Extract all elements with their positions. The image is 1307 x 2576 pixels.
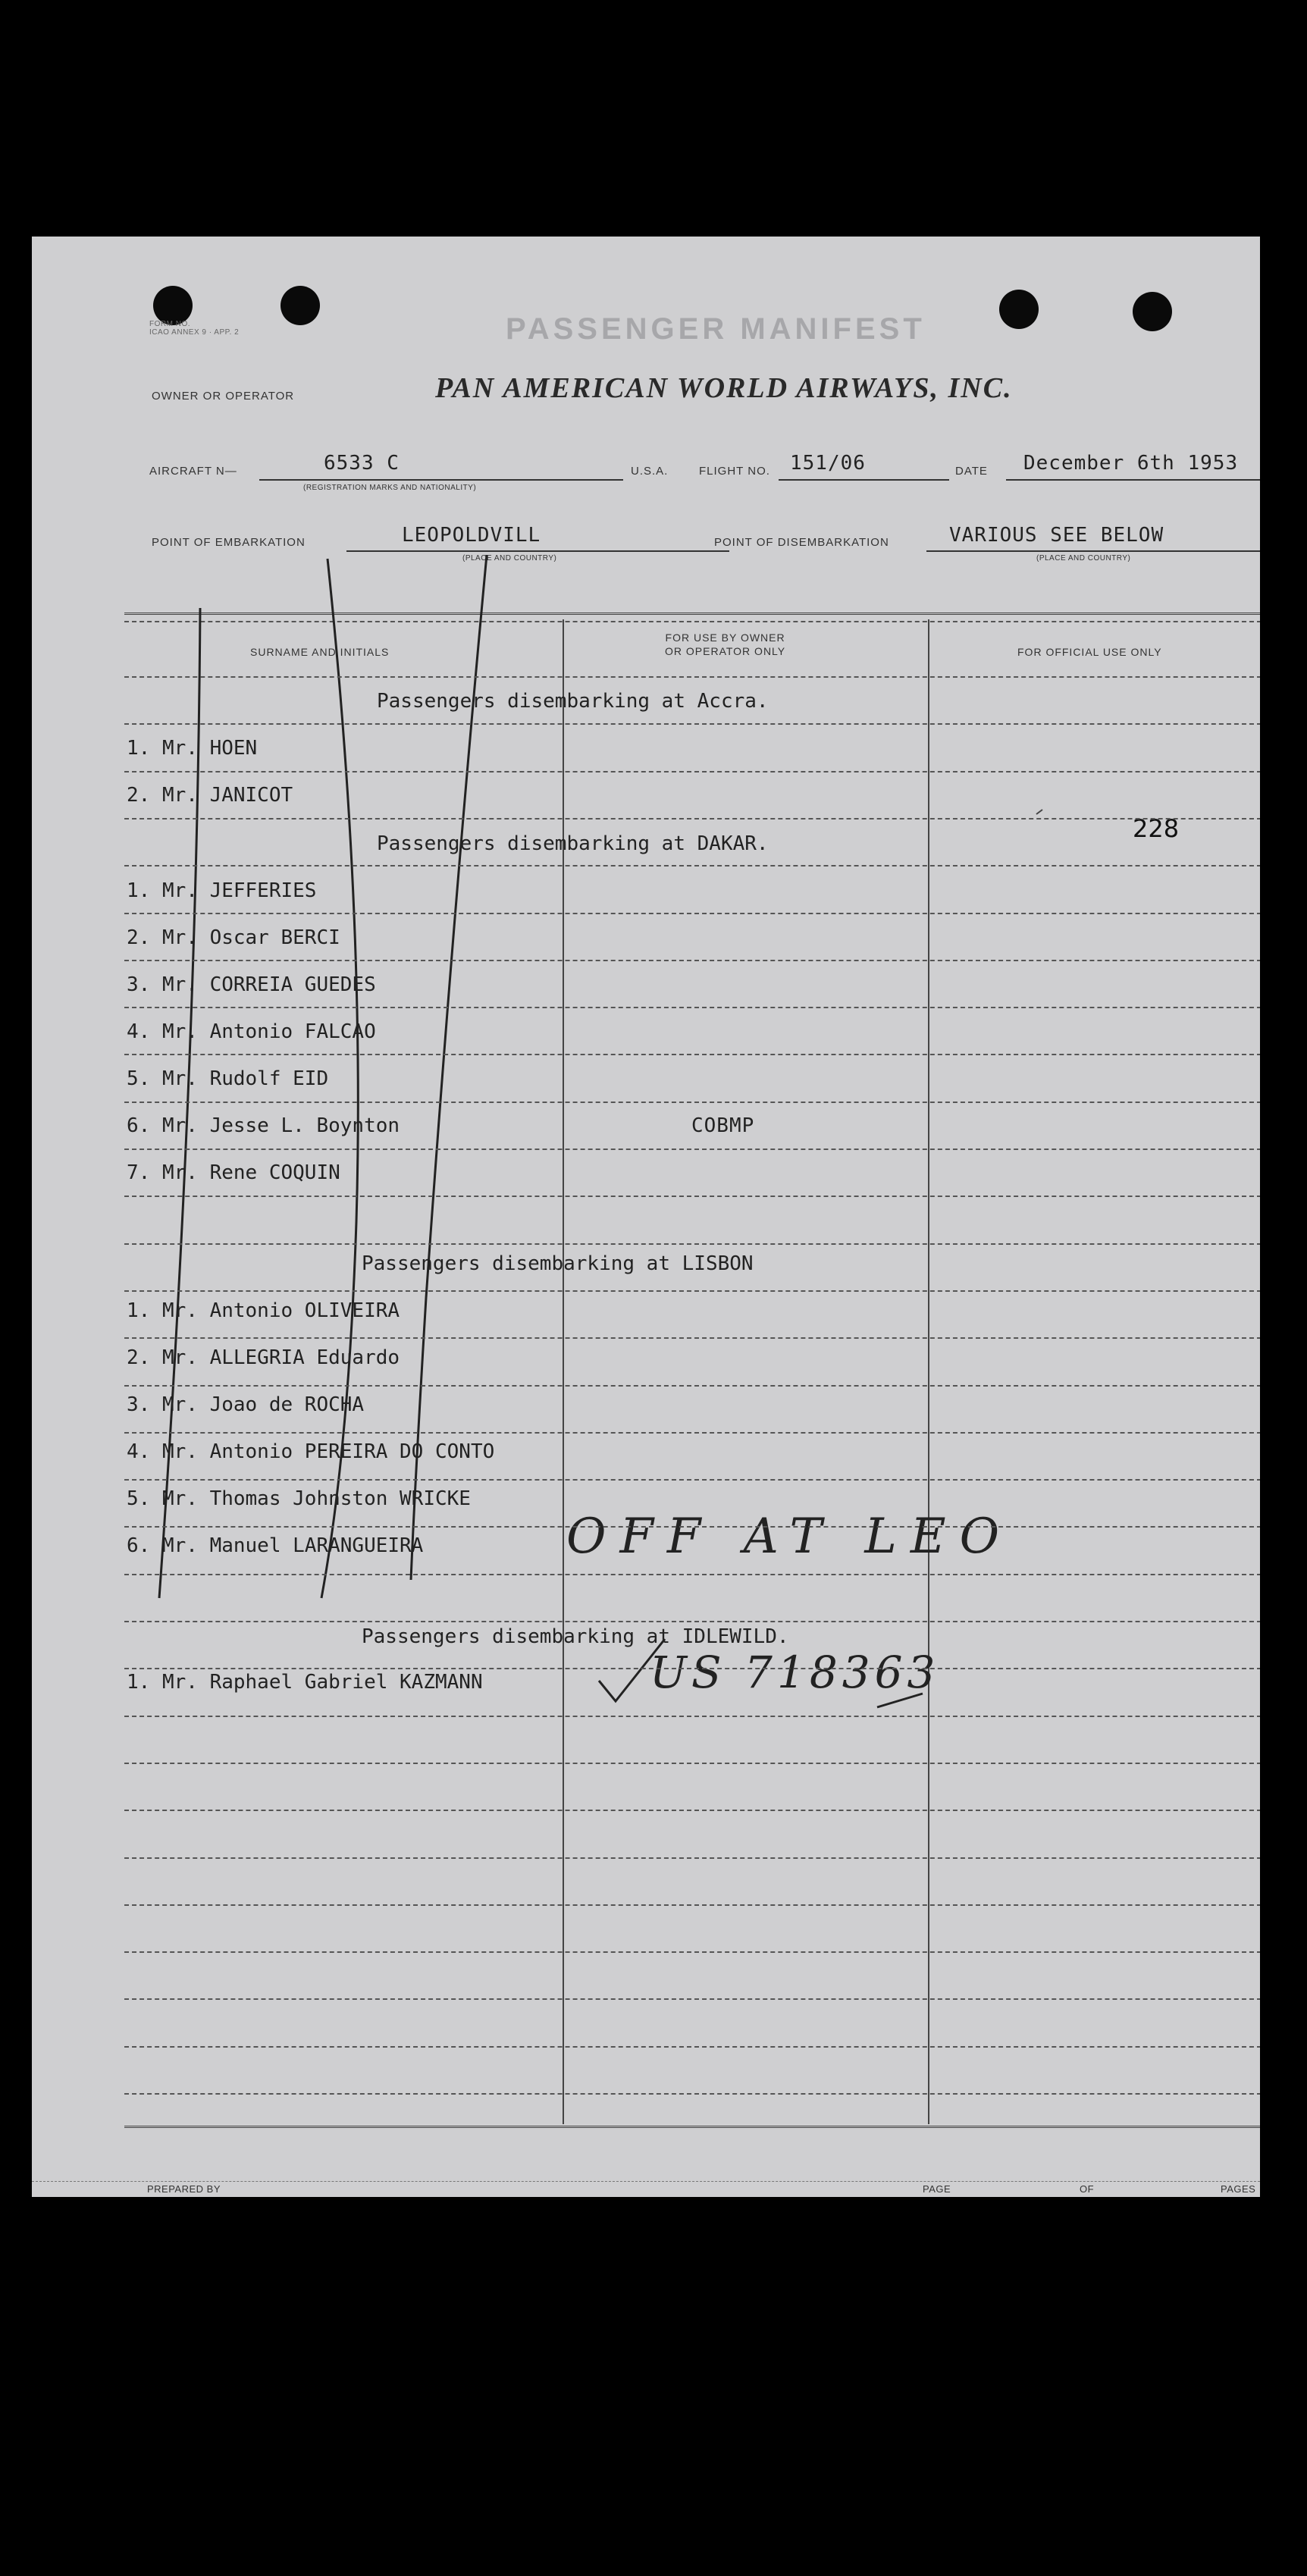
table-rule-line (124, 1763, 1260, 1764)
table-rule-line (124, 960, 1260, 961)
table-rule-line (124, 1998, 1260, 2000)
table-rule-line (124, 1290, 1260, 1292)
footer-of: OF (1080, 2183, 1095, 2195)
disembark-label: POINT OF DISEMBARKATION (714, 536, 889, 549)
table-rule-line (124, 771, 1260, 772)
passenger-row: 1. Mr. HOEN (127, 737, 258, 760)
pen-mark (1036, 810, 1042, 814)
table-rule-line (124, 1716, 1260, 1717)
table-rule-line (124, 1574, 1260, 1575)
punch-hole (281, 286, 320, 325)
operator-label: OWNER OR OPERATOR (152, 390, 295, 403)
aircraft-caption: (REGISTRATION MARKS AND NATIONALITY) (303, 484, 477, 492)
table-rule-line (124, 1951, 1260, 1953)
airline-name: PAN AMERICAN WORLD AIRWAYS, INC. (435, 372, 1013, 404)
table-rule-line (124, 1054, 1260, 1055)
section-heading-accra: Passengers disembarking at Accra. (377, 690, 769, 713)
table-rule-line (124, 2093, 1260, 2095)
disembark-value: VARIOUS SEE BELOW (949, 524, 1164, 547)
passenger-row: 2. Mr. ALLEGRIA Eduardo (127, 1346, 400, 1369)
owner-note-comp: COBMP (691, 1114, 755, 1137)
page-title: PASSENGER MANIFEST (506, 312, 926, 346)
punch-hole (1133, 292, 1172, 331)
passenger-row: 6. Mr. Jesse L. Boynton (127, 1114, 400, 1137)
aircraft-value: 6533 C (324, 452, 400, 475)
table-top-rule-2 (124, 621, 1260, 622)
table-rule-line (124, 1385, 1260, 1387)
disembark-caption: (PLACE AND COUNTRY) (1036, 554, 1131, 563)
table-rule-line (124, 1432, 1260, 1434)
table-rule-line (124, 818, 1260, 819)
embark-label: POINT OF EMBARKATION (152, 536, 306, 549)
passenger-row: 4. Mr. Antonio PEREIRA DO CONTO (127, 1440, 495, 1463)
table-rule-line (124, 1621, 1260, 1622)
table-rule-line (124, 1668, 1260, 1669)
passenger-row: 1. Mr. Raphael Gabriel KAZMANN (127, 1671, 483, 1694)
table-rule-line (124, 1007, 1260, 1008)
table-bottom-rule (124, 2126, 1260, 2128)
table-top-rule (124, 613, 1260, 615)
table-rule-line (124, 1149, 1260, 1150)
col-owner-header: FOR USE BY OWNER OR OPERATOR ONLY (665, 631, 786, 657)
country-label: U.S.A. (631, 465, 669, 478)
handwritten-off-at-leo: OFF AT LEO (566, 1509, 1014, 1565)
table-rule-line (124, 1243, 1260, 1245)
table-rule-line (124, 1904, 1260, 1906)
passenger-row: 4. Mr. Antonio FALCAO (127, 1020, 376, 1043)
punch-hole (999, 290, 1039, 329)
aircraft-label: AIRCRAFT N— (149, 465, 237, 478)
passenger-row: 1. Mr. JEFFERIES (127, 879, 317, 902)
footer-pages: PAGES (1221, 2183, 1256, 2195)
date-underline (1006, 479, 1260, 481)
passenger-row: 1. Mr. Antonio OLIVEIRA (127, 1299, 400, 1322)
flight-label: FLIGHT NO. (699, 465, 770, 478)
table-rule-line (124, 1810, 1260, 1811)
passenger-row: 5. Mr. Rudolf EID (127, 1067, 329, 1090)
passenger-row: 6. Mr. Manuel LARANGUEIRA (127, 1534, 424, 1557)
flight-underline (779, 479, 949, 481)
footer-page: PAGE (923, 2183, 951, 2195)
handwritten-alien-number: US 718363 (650, 1647, 940, 1698)
manifest-sheet (32, 237, 1260, 2197)
disembark-underline (926, 550, 1260, 552)
column-divider (928, 619, 929, 2124)
passenger-row: 3. Mr. Joao de ROCHA (127, 1393, 365, 1416)
official-note-228: 228 (1133, 814, 1180, 843)
table-rule-line (124, 1337, 1260, 1339)
table-rule-line (124, 1479, 1260, 1481)
passenger-row: 2. Mr. Oscar BERCI (127, 926, 340, 949)
section-heading-idlewild: Passengers disembarking at IDLEWILD. (362, 1625, 789, 1648)
table-rule-line (124, 723, 1260, 725)
col-official-header: FOR OFFICIAL USE ONLY (1017, 646, 1162, 658)
footer-rule (32, 2181, 1260, 2182)
section-heading-dakar: Passengers disembarking at DAKAR. (377, 832, 769, 855)
table-rule-line (124, 1857, 1260, 1859)
table-rule-line (124, 865, 1260, 867)
table-rule-line (124, 1102, 1260, 1103)
flight-value: 151/06 (790, 452, 866, 475)
passenger-row: 3. Mr. CORREIA GUEDES (127, 973, 376, 996)
date-label: DATE (955, 465, 988, 478)
passenger-row: 2. Mr. JANICOT (127, 784, 293, 807)
embark-value: LEOPOLDVILL (402, 524, 541, 547)
passenger-row: 5. Mr. Thomas Johnston WRICKE (127, 1487, 471, 1510)
table-rule-line (124, 1196, 1260, 1197)
table-rule-line (124, 1526, 1260, 1528)
date-value: December 6th 1953 (1023, 452, 1239, 475)
footer-prepared-by: PREPARED BY (147, 2183, 221, 2195)
col-surname-header: SURNAME AND INITIALS (250, 646, 390, 658)
passenger-row: 7. Mr. Rene COQUIN (127, 1161, 340, 1184)
table-rule-line (124, 2046, 1260, 2048)
embark-underline (346, 550, 729, 552)
table-rule-line (124, 676, 1260, 678)
table-rule-line (124, 913, 1260, 914)
form-code: FORM NO. ICAO ANNEX 9 · APP. 2 (149, 320, 240, 337)
aircraft-underline (259, 479, 623, 481)
embark-caption: (PLACE AND COUNTRY) (462, 554, 557, 563)
section-heading-lisbon: Passengers disembarking at LISBON (362, 1252, 754, 1275)
